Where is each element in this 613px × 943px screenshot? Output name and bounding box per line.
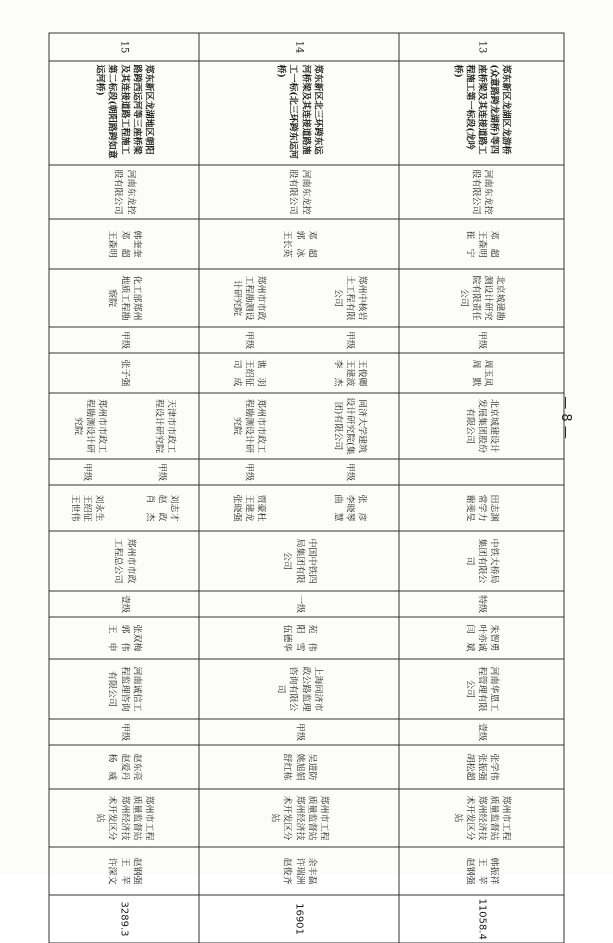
table-row-15 (49, 33, 199, 943)
award-table (48, 32, 564, 943)
bidder-unit: 河南东龙控股有限公司 (399, 165, 564, 219)
supervisor-grade: 甲级 (49, 719, 199, 745)
quality-unit: 郑州市工程质量监督站郑州经济技术开发区分站 (399, 789, 564, 847)
survey-grade: 甲级 甲级 (199, 459, 399, 485)
project-name: 郑东新区龙湖区龙游桥(众意路跨龙湖桥)等四座桥梁及其连接道路工程施工第一标段(龙吟桥) (399, 61, 564, 165)
design-unit: 化工部郑州地质工程勘察院 (49, 269, 199, 327)
quality-people: 余丰磊 许瑞洲 赵俊齐 (199, 847, 399, 895)
supervisor-people: 张学伟 张振强 胡松超 (399, 745, 564, 789)
construct-unit: 中国中铁四局集团有限公司 (199, 531, 399, 591)
bidder-people: 韩奎奎 邓 超 王森明 (49, 219, 199, 269)
supervisor-unit: 上海同济市政公路监理咨询有限公司 (199, 659, 399, 719)
page-number: — 8 — (557, 396, 573, 439)
row-number: 15 (49, 33, 199, 61)
design-people: 周玉凤 周 默 (399, 353, 564, 393)
survey-unit-b: 郑州市市政工程勘测设计研究院 (71, 398, 107, 453)
survey-people: 张 彦 李晓琴 曲 慧 贾豪杜 王建龙 张晓强 (199, 485, 399, 531)
survey-grade (399, 459, 564, 485)
supervisor-grade: 甲级 (199, 719, 399, 745)
supervisor-unit: 河南诚信工程监理咨询有限公司 (49, 659, 199, 719)
bidder-unit: 河南东龙控股有限公司 (49, 165, 199, 219)
construct-people: 苑 伟 阳 雪 伍德华 (199, 617, 399, 659)
survey-people: 田志渊 常学力 谢斐旻 (399, 485, 564, 531)
row-number: 14 (199, 33, 399, 61)
bidder-unit: 河南东龙控股有限公司 (199, 165, 399, 219)
supervisor-people: 吴进防 姚旭娟 舒红栋 (199, 745, 399, 789)
design-unit-a: 郑州中核岩土工程有限公司 (331, 274, 366, 320)
design-unit (199, 269, 399, 327)
survey-unit (49, 393, 199, 459)
supervisor-grade: 壹级 (399, 719, 564, 745)
row-number: 13 (399, 33, 564, 61)
design-grade: 甲级 (49, 327, 199, 353)
award-table-rotated (49, 32, 564, 940)
quality-unit: 郑州市工程质量监督站郑州经济技术开发区分站 (49, 789, 199, 847)
design-unit: 北京城建勘测设计研究院有限责任公司 (399, 269, 564, 327)
construct-people: 张双梅 郭 伟 王 申 (49, 617, 199, 659)
project-name: 郑东新区龙湖地区朝阳路跨西运河等三座桥梁及其连接道路工程施工第二标段(朝阳路跨如意运河桥) (49, 61, 199, 165)
survey-unit-a: 同济大学建筑设计研究院(集团)有限公司 (331, 396, 366, 455)
construct-unit: 中铁大桥局集团有限公司 (399, 531, 564, 591)
survey-unit: 北京城建设计发展集团股份有限公司 (399, 393, 564, 459)
construct-unit: 郑州市市政工程总公司 (49, 531, 199, 591)
supervisor-unit: 河南华恩工程管理有限公司 (399, 659, 564, 719)
construct-grade: 特级 (399, 591, 564, 617)
table-row-14 (199, 33, 399, 943)
design-people: 王俊卿 王建波 李 杰 谯 羽 王绍征 司 成 (199, 353, 399, 393)
construct-grade: 壹级 (49, 591, 199, 617)
table-row-13 (399, 33, 564, 943)
supervisor-people: 赵东亮 赵爱丹 杨 威 (49, 745, 199, 789)
survey-grade: 甲级 甲级 (49, 459, 199, 485)
design-unit-b: 郑州市市政工程勘测设计研究院 (231, 274, 266, 320)
survey-unit (199, 393, 399, 459)
bidder-people: 邓 超 郭 冰 王长英 (199, 219, 399, 269)
survey-unit-b: 郑州市市政工程勘测设计研究院 (231, 398, 266, 453)
quality-people: 韩振祥 王 苹 赵钢强 (399, 847, 564, 895)
contract-amount: 11058.4 (399, 895, 564, 943)
survey-people: 刘志才 赵 政 肖 杰 刘永生 王绍征 王世伟 (49, 485, 199, 531)
construct-grade: 一级 (199, 591, 399, 617)
construct-people: 朱智勇 叶亦诚 闫 斌 (399, 617, 564, 659)
contract-amount: 3289.3 (49, 895, 199, 943)
quality-people: 赵钢强 王 苹 许深文 (49, 847, 199, 895)
contract-amount: 16901 (199, 895, 399, 943)
design-grade: 甲级 (399, 327, 564, 353)
project-name: 郑东新区北三环跨东运河桥梁及其连接道路施工一标(北三环跨东运河桥) (199, 61, 399, 165)
quality-unit: 郑州市工程质量监督站郑州经济技术开发区分站 (199, 789, 399, 847)
bidder-people: 邓 超 王森明 崔 宁 (399, 219, 564, 269)
design-grade: 甲级 甲级 (199, 327, 399, 353)
survey-unit-a: 天津市市政工程设计研究院 (153, 398, 176, 453)
design-people: 张子强 (49, 353, 199, 393)
